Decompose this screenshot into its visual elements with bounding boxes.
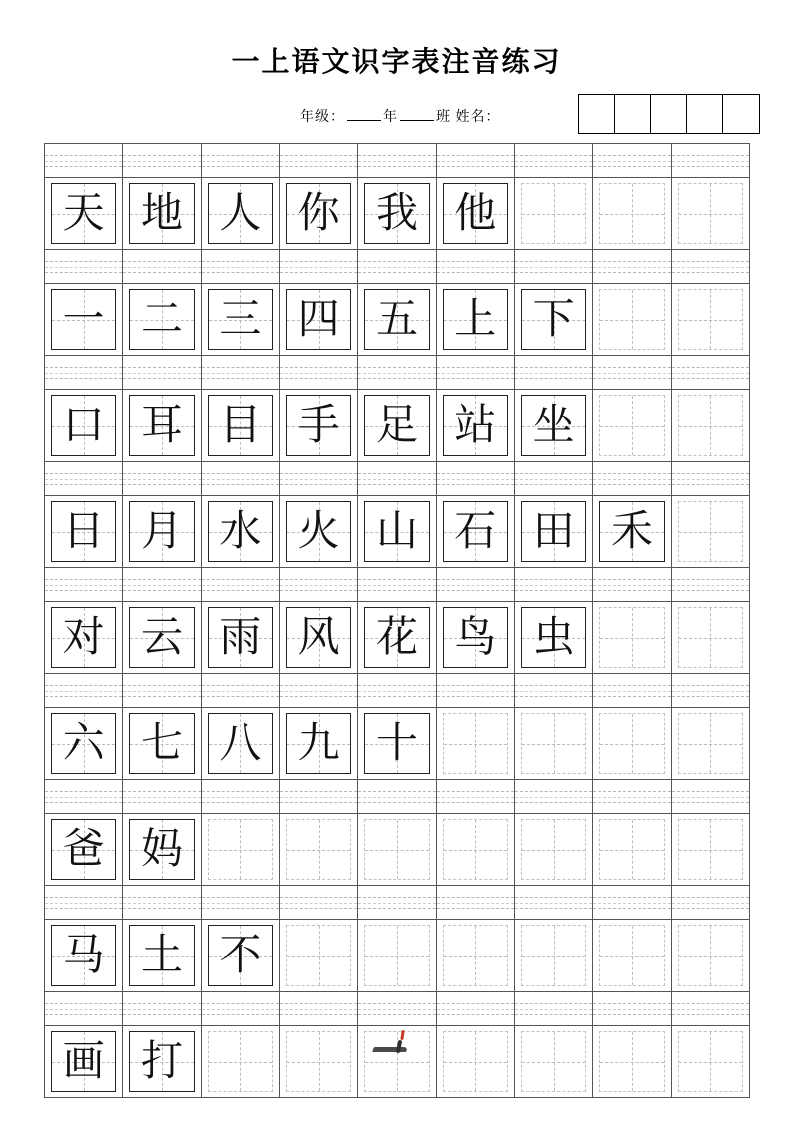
pinyin-cell[interactable] xyxy=(202,780,280,814)
character-cell-empty[interactable] xyxy=(515,708,593,780)
character-glyph: 手 xyxy=(297,402,340,449)
pinyin-cell[interactable] xyxy=(515,568,593,602)
character-glyph: 耳 xyxy=(140,402,183,449)
character-glyph: 马 xyxy=(62,932,105,979)
character-cell-empty[interactable] xyxy=(437,814,515,886)
character-cell-empty[interactable] xyxy=(593,920,671,992)
character-cell[interactable] xyxy=(123,178,201,250)
pinyin-row xyxy=(45,144,750,178)
character-cell[interactable] xyxy=(437,602,515,674)
character-cell[interactable] xyxy=(358,284,436,356)
character-cell-empty[interactable] xyxy=(437,1026,515,1098)
pinyin-cell[interactable] xyxy=(515,462,593,496)
pinyin-cell[interactable] xyxy=(280,780,358,814)
character-glyph: 七 xyxy=(140,720,183,767)
character-row xyxy=(45,496,750,568)
pinyin-cell[interactable] xyxy=(437,462,515,496)
character-cell[interactable] xyxy=(202,390,280,462)
pinyin-cell[interactable] xyxy=(123,144,201,178)
pinyin-cell[interactable] xyxy=(280,144,358,178)
character-glyph: 日 xyxy=(62,508,105,555)
pinyin-cell[interactable] xyxy=(45,462,123,496)
character-cell-empty[interactable] xyxy=(358,814,436,886)
pinyin-cell[interactable] xyxy=(672,144,750,178)
pinyin-cell[interactable] xyxy=(672,356,750,390)
character-glyph: 四 xyxy=(297,296,340,343)
character-cell-empty[interactable] xyxy=(437,920,515,992)
character-row xyxy=(45,814,750,886)
character-cell[interactable] xyxy=(123,708,201,780)
pinyin-cell[interactable] xyxy=(123,568,201,602)
pinyin-cell[interactable] xyxy=(515,144,593,178)
class-blank[interactable] xyxy=(400,120,434,121)
character-cell[interactable] xyxy=(358,390,436,462)
student-info-row xyxy=(300,94,760,140)
character-cell[interactable] xyxy=(358,602,436,674)
character-glyph: 二 xyxy=(140,296,183,343)
pinyin-cell[interactable] xyxy=(437,674,515,708)
pinyin-cell[interactable] xyxy=(202,992,280,1026)
pinyin-cell[interactable] xyxy=(515,250,593,284)
character-glyph: 站 xyxy=(454,402,497,449)
pinyin-cell[interactable] xyxy=(672,886,750,920)
character-cell[interactable] xyxy=(45,178,123,250)
character-cell-empty[interactable] xyxy=(358,920,436,992)
pinyin-cell[interactable] xyxy=(593,568,671,602)
character-glyph: 一 xyxy=(62,296,105,343)
name-label: 姓名： xyxy=(455,110,501,125)
character-cell[interactable] xyxy=(437,496,515,568)
character-cell[interactable] xyxy=(515,602,593,674)
pinyin-cell[interactable] xyxy=(593,674,671,708)
character-cell[interactable] xyxy=(123,814,201,886)
character-cell[interactable] xyxy=(45,284,123,356)
name-box[interactable] xyxy=(687,95,723,133)
character-glyph: 不 xyxy=(219,932,262,979)
name-box[interactable] xyxy=(579,95,615,133)
character-glyph: 月 xyxy=(140,508,183,555)
pinyin-cell[interactable] xyxy=(202,674,280,708)
pinyin-cell[interactable] xyxy=(593,780,671,814)
character-cell[interactable] xyxy=(280,178,358,250)
pinyin-cell[interactable] xyxy=(593,886,671,920)
pinyin-cell[interactable] xyxy=(672,674,750,708)
pinyin-cell[interactable] xyxy=(358,250,436,284)
character-glyph: 鸟 xyxy=(454,614,497,661)
character-glyph: 五 xyxy=(375,296,418,343)
character-cell[interactable] xyxy=(45,920,123,992)
pinyin-cell[interactable] xyxy=(45,144,123,178)
character-cell-empty[interactable] xyxy=(672,814,750,886)
character-cell-empty[interactable] xyxy=(202,1026,280,1098)
pinyin-cell[interactable] xyxy=(515,780,593,814)
character-cell[interactable] xyxy=(45,602,123,674)
character-glyph: 虫 xyxy=(532,614,575,661)
pinyin-cell[interactable] xyxy=(437,568,515,602)
character-cell-empty[interactable] xyxy=(515,178,593,250)
pinyin-cell[interactable] xyxy=(593,462,671,496)
character-glyph: 他 xyxy=(454,190,497,237)
character-cell-empty[interactable] xyxy=(672,920,750,992)
character-cell-empty[interactable] xyxy=(672,496,750,568)
character-cell[interactable] xyxy=(515,390,593,462)
character-cell-empty[interactable] xyxy=(515,1026,593,1098)
character-cell[interactable] xyxy=(202,920,280,992)
pinyin-cell[interactable] xyxy=(280,356,358,390)
pinyin-cell[interactable] xyxy=(123,886,201,920)
pinyin-row xyxy=(45,780,750,814)
character-cell[interactable] xyxy=(280,602,358,674)
character-glyph: 人 xyxy=(219,190,262,237)
character-glyph: 上 xyxy=(454,296,497,343)
character-cell-empty[interactable] xyxy=(202,814,280,886)
pinyin-cell[interactable] xyxy=(593,250,671,284)
pinyin-cell[interactable] xyxy=(123,462,201,496)
character-cell-empty[interactable] xyxy=(672,390,750,462)
pinyin-cell[interactable] xyxy=(280,992,358,1026)
character-cell[interactable] xyxy=(515,284,593,356)
character-cell[interactable] xyxy=(123,496,201,568)
pinyin-cell[interactable] xyxy=(437,144,515,178)
character-cell[interactable] xyxy=(202,496,280,568)
pinyin-cell[interactable] xyxy=(280,462,358,496)
character-glyph: 六 xyxy=(62,720,105,767)
character-cell[interactable] xyxy=(123,1026,201,1098)
character-glyph: 风 xyxy=(297,614,340,661)
character-cell-empty[interactable] xyxy=(280,920,358,992)
character-cell[interactable] xyxy=(123,284,201,356)
grade-label: 年级： xyxy=(300,110,345,125)
character-row xyxy=(45,284,750,356)
character-cell-empty[interactable] xyxy=(593,602,671,674)
pinyin-row xyxy=(45,674,750,708)
character-glyph: 水 xyxy=(219,508,262,555)
character-glyph: 你 xyxy=(297,190,340,237)
character-cell-empty[interactable] xyxy=(280,1026,358,1098)
pinyin-cell[interactable] xyxy=(593,992,671,1026)
pinyin-cell[interactable] xyxy=(358,356,436,390)
pinyin-cell[interactable] xyxy=(437,250,515,284)
character-cell-empty[interactable] xyxy=(672,284,750,356)
pinyin-cell[interactable] xyxy=(672,568,750,602)
pinyin-row xyxy=(45,886,750,920)
character-glyph: 九 xyxy=(297,720,340,767)
character-cell[interactable] xyxy=(45,1026,123,1098)
character-cell-empty[interactable] xyxy=(672,178,750,250)
pinyin-cell[interactable] xyxy=(123,356,201,390)
brush-mark-icon xyxy=(371,1040,423,1054)
pinyin-cell[interactable] xyxy=(202,144,280,178)
pinyin-cell[interactable] xyxy=(280,886,358,920)
character-cell-empty[interactable] xyxy=(593,708,671,780)
character-cell[interactable] xyxy=(437,390,515,462)
pinyin-cell[interactable] xyxy=(515,674,593,708)
name-box[interactable] xyxy=(615,95,651,133)
character-cell[interactable] xyxy=(358,708,436,780)
character-cell[interactable] xyxy=(202,708,280,780)
pinyin-cell[interactable] xyxy=(358,568,436,602)
pinyin-cell[interactable] xyxy=(202,250,280,284)
character-cell[interactable] xyxy=(45,390,123,462)
character-cell[interactable] xyxy=(280,708,358,780)
pinyin-cell[interactable] xyxy=(45,568,123,602)
pinyin-cell[interactable] xyxy=(672,250,750,284)
character-glyph: 三 xyxy=(219,296,262,343)
pinyin-cell[interactable] xyxy=(123,674,201,708)
character-cell[interactable] xyxy=(45,708,123,780)
character-cell[interactable] xyxy=(123,920,201,992)
pinyin-cell[interactable] xyxy=(593,144,671,178)
character-cell-empty[interactable] xyxy=(280,814,358,886)
pinyin-cell[interactable] xyxy=(358,886,436,920)
pinyin-cell[interactable] xyxy=(515,356,593,390)
pinyin-cell[interactable] xyxy=(45,674,123,708)
character-glyph: 花 xyxy=(375,614,418,661)
character-cell[interactable] xyxy=(358,178,436,250)
pinyin-cell[interactable] xyxy=(593,356,671,390)
character-glyph: 天 xyxy=(62,190,105,237)
character-row xyxy=(45,708,750,780)
character-glyph: 对 xyxy=(62,614,105,661)
character-row xyxy=(45,178,750,250)
pinyin-cell[interactable] xyxy=(437,992,515,1026)
character-glyph: 下 xyxy=(532,296,575,343)
character-glyph: 坐 xyxy=(532,402,575,449)
character-cell[interactable] xyxy=(280,284,358,356)
character-cell[interactable] xyxy=(280,390,358,462)
character-glyph: 山 xyxy=(375,508,418,555)
character-cell[interactable] xyxy=(437,178,515,250)
character-cell-empty[interactable] xyxy=(437,708,515,780)
character-cell[interactable] xyxy=(202,284,280,356)
character-glyph: 云 xyxy=(140,614,183,661)
character-row xyxy=(45,1026,750,1098)
pinyin-cell[interactable] xyxy=(123,780,201,814)
practice-grid xyxy=(44,143,750,1098)
character-glyph: 土 xyxy=(140,932,183,979)
character-cell[interactable] xyxy=(437,284,515,356)
character-glyph: 足 xyxy=(375,402,418,449)
pinyin-cell[interactable] xyxy=(437,886,515,920)
pinyin-cell[interactable] xyxy=(358,992,436,1026)
character-cell[interactable] xyxy=(202,602,280,674)
pinyin-cell[interactable] xyxy=(280,250,358,284)
pinyin-cell[interactable] xyxy=(123,992,201,1026)
character-glyph: 八 xyxy=(219,720,262,767)
character-glyph: 石 xyxy=(454,508,497,555)
character-glyph: 地 xyxy=(140,190,183,237)
character-cell-empty[interactable] xyxy=(358,1026,436,1098)
character-glyph: 口 xyxy=(62,402,105,449)
character-glyph: 妈 xyxy=(140,826,183,873)
pinyin-cell[interactable] xyxy=(358,780,436,814)
class-unit: 班 xyxy=(436,110,451,125)
character-cell[interactable] xyxy=(45,814,123,886)
grade-unit: 年 xyxy=(383,110,398,125)
character-glyph: 火 xyxy=(297,508,340,555)
pinyin-cell[interactable] xyxy=(280,674,358,708)
name-input-boxes[interactable] xyxy=(578,94,760,134)
pinyin-cell[interactable] xyxy=(515,992,593,1026)
character-glyph: 雨 xyxy=(219,614,262,661)
character-cell[interactable] xyxy=(593,496,671,568)
character-cell-empty[interactable] xyxy=(593,1026,671,1098)
name-box[interactable] xyxy=(723,95,759,133)
character-cell[interactable] xyxy=(280,496,358,568)
character-cell[interactable] xyxy=(202,178,280,250)
name-box[interactable] xyxy=(651,95,687,133)
character-cell[interactable] xyxy=(123,602,201,674)
pinyin-cell[interactable] xyxy=(672,462,750,496)
character-glyph: 打 xyxy=(140,1038,183,1085)
character-cell-empty[interactable] xyxy=(515,814,593,886)
character-row xyxy=(45,390,750,462)
pinyin-cell[interactable] xyxy=(672,780,750,814)
pinyin-cell[interactable] xyxy=(358,674,436,708)
pinyin-cell[interactable] xyxy=(202,356,280,390)
pinyin-cell[interactable] xyxy=(672,992,750,1026)
character-cell[interactable] xyxy=(45,496,123,568)
pinyin-row xyxy=(45,356,750,390)
character-row xyxy=(45,920,750,992)
pinyin-cell[interactable] xyxy=(437,356,515,390)
character-glyph: 禾 xyxy=(610,508,653,555)
pinyin-cell[interactable] xyxy=(358,144,436,178)
pinyin-cell[interactable] xyxy=(45,886,123,920)
pinyin-cell[interactable] xyxy=(45,780,123,814)
pinyin-cell[interactable] xyxy=(437,780,515,814)
character-cell[interactable] xyxy=(358,496,436,568)
character-cell-empty[interactable] xyxy=(593,390,671,462)
grade-blank[interactable] xyxy=(347,120,381,121)
page-title: 一上语文识字表注音练习 xyxy=(231,47,562,78)
character-cell-empty[interactable] xyxy=(672,602,750,674)
character-cell-empty[interactable] xyxy=(593,814,671,886)
character-glyph: 画 xyxy=(62,1038,105,1085)
character-cell-empty[interactable] xyxy=(672,1026,750,1098)
character-cell-empty[interactable] xyxy=(515,920,593,992)
character-row xyxy=(45,602,750,674)
character-glyph: 十 xyxy=(375,720,418,767)
character-glyph: 我 xyxy=(375,190,418,237)
pinyin-row xyxy=(45,992,750,1026)
pinyin-cell[interactable] xyxy=(45,992,123,1026)
pinyin-cell[interactable] xyxy=(45,356,123,390)
pinyin-cell[interactable] xyxy=(202,568,280,602)
character-cell[interactable] xyxy=(123,390,201,462)
character-cell-empty[interactable] xyxy=(672,708,750,780)
pinyin-cell[interactable] xyxy=(280,568,358,602)
pinyin-cell[interactable] xyxy=(515,886,593,920)
character-glyph: 目 xyxy=(219,402,262,449)
pinyin-cell[interactable] xyxy=(202,886,280,920)
pinyin-row xyxy=(45,462,750,496)
character-glyph: 田 xyxy=(532,508,575,555)
pinyin-row xyxy=(45,568,750,602)
character-cell[interactable] xyxy=(515,496,593,568)
character-glyph: 爸 xyxy=(62,826,105,873)
pinyin-cell[interactable] xyxy=(202,462,280,496)
grade-class-name-labels xyxy=(300,106,501,126)
pinyin-cell[interactable] xyxy=(358,462,436,496)
pinyin-cell[interactable] xyxy=(123,250,201,284)
character-cell-empty[interactable] xyxy=(593,284,671,356)
character-cell-empty[interactable] xyxy=(593,178,671,250)
pinyin-row xyxy=(45,250,750,284)
pinyin-cell[interactable] xyxy=(45,250,123,284)
